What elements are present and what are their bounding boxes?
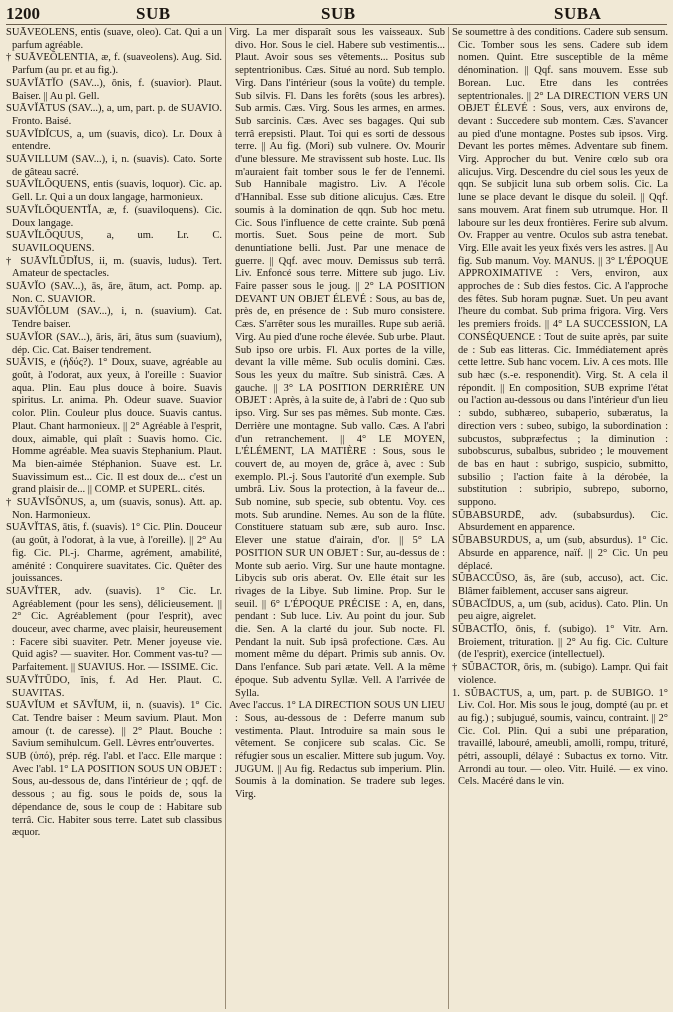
entry: Se soumettre à des conditions. Cadere sub sensum. Cic. Tomber sous les sens. Cadere sub idem nomen. Quint. Etre susceptible de la même dénomination. || Qqf. sans mouvem. Esse sub Borean. Luc. Etre dans les contrées septentrionales. || 2° LA DIRECTION VERS UN OBJET ÉLEVÉ : Sous, vers, aux environs de, devant : Succedere sub montem. Cæs. S'avancer au pied d'une montagne. Postes sub ipsos. Virg. Devant les portes mêmes. Adventare sub finem. Virg. Approcher du but. Venire cœlo sub ora alicujus. Virg. Descendre du ciel sous les yeux de qqn. Se subjicit luna sub orbem solis. Cic. La lune se place devant le disque du soleil. || Qqf. sans mouvem. Arat finem sub utrumque. Hor. Il laboure sur les deux frontières. Ferire sub alvum. Ov. Frapper au ventre. Oculos sub astra tenebat. Virg. Elle avait les yeux fixés vers les astres. || Au fig. Sub manum. Voy. MANUS. || 3° L'ÉPOQUE APPROXIMATIVE : Vers, environ, aux approches de : Sub dies festos. Cic. A l'approche des fêtes. Sub horam pugnæ. Suet. Un peu avant l'heure du combat. Sub prima frigora. Virg. Vers les premiers froids. || 4° LA SUCCESSION, LA CONSÉQUENCE : Tout de suite après, par suite de : Sub eas litteras. Cic. Immédiatement après cette lettre. Sub hanc vocem. Liv. A ces mots. Ille sub hæc (s.-e. responendit). Virg. St. A cela il répondit. || En composition, SUB exprime l'état ou l'action au-dessous ou dans l'intérieur d'un lieu : subdo, subhæreo, subaperio, subæratus, la direction vers : subeo, subigo, la subordination : subcustos, subpræfectus ; la diminution : subobscurus, subalbus, subrideo ; le mouvement de bas en haut : subrigo, suspicio, submitto, subsilio ; l'action faite à la dérobée, la substitution : subripio, subrepo, suborno, suppono. <box>452 27 668 509</box>
entry: SUĀVĬO (SAV...), ās, āre, ātum, act. Pomp. ap. Non. C. SUAVIOR. <box>6 281 222 305</box>
page-number: 1200 <box>6 4 40 23</box>
entry: SUĀVĬOR (SAV...), āris, āri, ātus sum (suavium), dép. Cic. Cat. Baiser tendrement. <box>6 331 222 356</box>
entry: SUĀVĬĀTĬO (SAV...), ōnis, f. (suavior). Plaut. Baiser. || Au pl. Gell. <box>6 77 222 102</box>
entry: SUĀVĬDĬCUS, a, um (suavis, dico). Lr. Doux à entendre. <box>6 128 222 153</box>
entry: SŬBABSURDĒ, adv. (subabsurdus). Cic. Absurdement en apparence. <box>452 509 668 534</box>
entry: Virg. La mer disparaît sous les vaisseaux. Sub divo. Hor. Sous le ciel. Habere sub vestimentis... Plaut. Avoir sous ses vêtements... Positus sub septentrionibus. Cæs. Situé au nord. Sub templo. Virg. Dans l'intérieur (sous la voûte) du temple. Sub silvis. Fl. Dans les forêts (sous les arbres). Sub armis. Cæs. Virg. Sous les armes, en armes. Sub sarcinis. Cæs. Avec ses bagages. Qui sub terrâ erepsisti. Plaut. Toi qui es sorti de dessous terre. || Au fig. (Mori) sub vulnere. Ov. Mourir d'une blessure. Me stravissent sub hoste. Luc. Ils m'auraient fait tomber sous le fer de l'ennemi. Sub Hannibale magistro. Liv. A l'école d'Hannibal. Esse sub ditione alicujus. Cæs. Etre soumis à la domination de qqn. Sub hoc metu. Cic. Sous l'influence de cette crainte. Sub pœnâ mortis. Suet. Sous peine de mort. Sub denuntiatione belli. Just. Par une menace de guerre. || Qqf. avec mouv. Demissus sub terrâ. Liv. Enfoncé sous terre. Mittere sub jugo. Liv. Faire passer sous le joug. || 2° LA POSITION DEVANT UN OBJET ÉLEVÉ : Sous, au bas de, près de, en présence de : Sub muro consistere. Cæs. S'arrêter sous les murailles. Rupe sub aeriâ. Virg. Au pied d'une roche élevée. Sub urbe. Plaut. Sub ipso ore urbis. Fl. Aux portes de la ville, devant la ville même. Sub oculis domini. Cæs. Sous les yeux du maître. Sub sinistrâ. Cæs. A gauche. || 3° LA POSITION DERRIÈRE UN OBJET : Après, à la suite de, à l'abri de : Quo sub ipso. Virg. Sur ses pas mêmes. Sub monte. Cæs. Derrière une montagne. Sub vallo. Cæs. A l'abri d'un retranchement. || 4° LE MOYEN, L'ÉLÉMENT, LA MATIÈRE : Sous, sous le couvert de, au moyen de, grâce à, avec : Sub exemplo. Pl.-j. Sous l'autorité d'un exemple. Sub umbrâ. Liv. Sous la protection, à la faveur de... Sub nomine, sub specie, sub obtentu. Voy. ces mots. Sub arundine. Nemes. Au son de la flûte. Constituere statuam sub ære, sub auro. Insc. Elever une statue d'airain, d'or. || 5° LA POSITION SUR UN OBJET : Sur, au-dessus de : Monte sub aerio. Virg. Sur une haute montagne. Libycis sub oris aberat. Ov. Elle était sur les rivages de la Libye. Sub limine. Prop. Sur le seuil. || 6° L'ÉPOQUE PRÉCISE : A, en, dans, pendant : Sub luce. Liv. Au point du jour. Sub die. Sen. A la clarté du jour. Sub nocte. Fl. Pendant la nuit. Sub ipsâ profectione. Cæs. Au moment même du départ. Primis sub annis. Ov. Dans l'enfance. Sub pari ætate. Vell. A la même époque. Sub adventu Syllæ. Vell. A l'arrivée de Sylla. <box>229 27 445 699</box>
entry: SUĀVĬĀTUS (SAV...), a, um, part. p. de SUAVIO. Fronto. Baisé. <box>6 103 222 127</box>
entry: † SUĀVEŎLENTIA, æ, f. (suaveolens). Aug. Sid. Parfum (au pr. et au fig.). <box>6 52 222 77</box>
entry: SUĀVILLUM (SAV...), i, n. (suavis). Cato. Sorte de gâteau sacré. <box>6 154 222 178</box>
entry: Avec l'accus. 1° LA DIRECTION SOUS UN LIEU : Sous, au-dessous de : Deferre manum sub vestimenta. Plaut. Introduire sa main sous le vêtement. Se conjicere sub scalas. Cic. Se réfugier sous un escalier. Mittere sub jugum. Voy. JUGUM. || Au fig. Redactus sub imperium. Plin. Soumis à la domination. Se tradere sub leges. Virg. <box>229 700 445 801</box>
entry: SUĀVĬTER, adv. (suavis). 1° Cic. Lr. Agréablement (pour les sens), délicieusement. || 2° Cic. Agréablement (pour l'esprit), avec douceur, avec charme, avec plaisir, heureusement : Facere sibi suaviter. Petr. Mener joyeuse vie. Quid agis? — suaviter. Hor. Comment vas-tu? — Parfaitement. || SUAVIUS. Hor. — ISSIME. Cic. <box>6 585 222 674</box>
entry: SUĀVEŎLENS, entis (suave, oleo). Cat. Qui a un parfum agréable. <box>6 27 222 51</box>
entry: † SUĀVĬSŎNUS, a, um (suavis, sonus). Att. ap. Non. Harmonieux. <box>6 497 222 521</box>
entry: † SUĀVĬLŪDĬUS, ii, m. (suavis, ludus). Tert. Amateur de spectacles. <box>6 255 222 280</box>
entry: SŬBACTĬO, ōnis, f. (subigo). 1° Vitr. Arn. Broiement, trituration. || 2° Au fig. Cic. Culture (de l'esprit), exercice (intellectuel). <box>452 624 668 661</box>
entry: SUĀVĬTŪDO, ĭnis, f. Ad Her. Plaut. C. SUAVITAS. <box>6 674 222 699</box>
column-divider <box>225 27 226 1009</box>
entry: † SŬBACTOR, ōris, m. (subigo). Lampr. Qui fait violence. <box>452 662 668 686</box>
entry: SUĀVĬLŎQUENTĬA, æ, f. (suaviloquens). Cic. Doux langage. <box>6 204 222 229</box>
column-divider <box>448 27 449 1009</box>
entry: SŬBACCŪSO, ās, āre (sub, accuso), act. Cic. Blâmer faiblement, accuser sans aigreur. <box>452 573 668 597</box>
guide-word-right: SUBA <box>554 4 602 23</box>
entry: SUB (ὑπό), prép. rég. l'abl. et l'acc. Elle marque : Avec l'abl. 1° LA POSITION SOUS UN OBJET : Sous, au-dessous de, dans l'intérieur de ; qqf. de dessous ; au fig. sous le poids de, sous la dépendance de, sous le coup de : Habitare sub terrâ. Cic. Habiter sous terre. Latet sub classibus æquor. <box>6 751 222 839</box>
column-left <box>6 27 222 1009</box>
entry: SUĀVĬUM et SĀVĬUM, ii, n. (suavis). 1° Cic. Cat. Tendre baiser : Meum savium. Plaut. Mon amour (t. de caresse). || 2° Plaut. Bouche : Savium semihulcum. Gell. Lèvres entr'ouvertes. <box>6 700 222 750</box>
column-middle <box>229 27 445 1009</box>
entry: SŬBACĬDUS, a, um (sub, acidus). Cato. Plin. Un peu aigre, aigrelet. <box>452 598 668 623</box>
entry: SUĀVĬTAS, ātis, f. (suavis). 1° Cic. Plin. Douceur (au goût, à l'odorat, à la vue, à l'oreille). || 2° Au fig. Cic. Pl.-j. Charme, agrément, amabilité, aménité : Conquirere suavitates. Cic. Quêter des jouissances. <box>6 522 222 585</box>
page-header <box>6 2 667 24</box>
header-rule <box>6 24 667 25</box>
guide-word-center: SUB <box>321 4 356 23</box>
dictionary-columns <box>6 27 667 1009</box>
guide-word-left: SUB <box>136 4 171 23</box>
entry: 1. SŬBACTUS, a, um, part. p. de SUBIGO. 1° Liv. Col. Hor. Mis sous le joug, dompté (au pr. et au fig.) ; subjugué, soumis, vaincu, contraint. || 2° Cic. Col. Plin. Qui a subi une préparation, travaillé, labouré, ameubli, amolli, rompu, trituré, pétri, assoupli, délayé : Subactus ex torno. Vitr. Arrondi au tour. — oleo. Vitr. Huilé. — ex vino. Cels. Macéré dans le vin. <box>452 687 668 788</box>
entry: SUĀVĬLŎQUENS, entis (suavis, loquor). Cic. ap. Gell. Lr. Qui a un doux langage, harmonieux. <box>6 179 222 204</box>
entry: SUĀVĬLŎQUUS, a, um. Lr. C. SUAVILOQUENS. <box>6 230 222 254</box>
entry: SŬBABSURDUS, a, um (sub, absurdus). 1° Cic. Absurde en apparence, naïf. || 2° Cic. Un peu déplacé. <box>452 535 668 572</box>
entry: SUĀVIS, e (ἡδύς?). 1° Doux, suave, agréable au goût, à l'odorat, aux yeux, à l'oreille : Suavior aqua. Plin. Eau plus douce à boire. Suavis spiritus. Lr. anima. Ph. Odeur suave. Suavior color. Plin. Couleur plus douce. Suavis cantus. Plaut. Chant harmonieux. || 2° Agréable à l'esprit, doux, aimable, qui plaît : Suavis homo. Cic. Homme agréable. Mea suavis Stephanium. Plaut. Ma bien-aimée Stéphanion. Suave est. Lr. Suavissimum est... Cic. Il est doux de... c'est un grand plaisir de... || COMP. et SUPERL. cités. <box>6 357 222 496</box>
column-right <box>452 27 668 1009</box>
entry: SUĀVĬŎLUM (SAV...), i, n. (suavium). Cat. Tendre baiser. <box>6 306 222 331</box>
